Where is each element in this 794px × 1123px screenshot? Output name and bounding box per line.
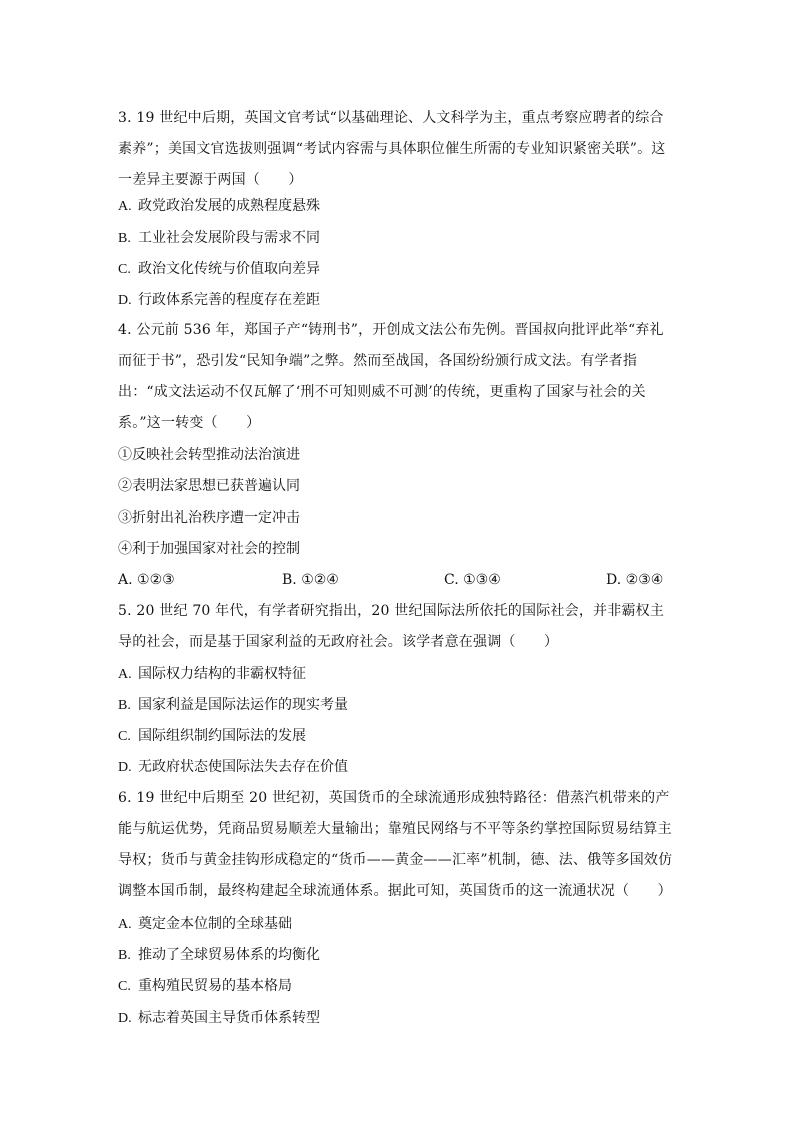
option-text: ①③④ bbox=[463, 572, 501, 588]
option-text: 国家利益是国际法运作的现实考量 bbox=[138, 697, 348, 713]
option-text: 标志着英国主导货币体系转型 bbox=[138, 1010, 320, 1026]
option-label: C. bbox=[118, 729, 131, 744]
question-3-option-d[interactable] bbox=[118, 290, 678, 311]
question-5-option-d[interactable] bbox=[118, 757, 678, 778]
option-text: ①②③ bbox=[137, 572, 175, 588]
option-label: A. bbox=[118, 667, 132, 682]
question-6-option-c[interactable] bbox=[118, 976, 678, 997]
option-label: D. bbox=[118, 760, 132, 775]
question-6-option-a[interactable] bbox=[118, 914, 678, 935]
question-3-option-a[interactable] bbox=[118, 196, 678, 217]
question-5-option-b[interactable] bbox=[118, 695, 678, 716]
option-label: B. bbox=[118, 231, 131, 246]
question-4-item-3: ③折射出礼治秩序遭一定冲击 bbox=[118, 510, 300, 526]
option-label: D. bbox=[606, 572, 622, 588]
option-label: D. bbox=[118, 1011, 132, 1026]
option-label: B. bbox=[282, 572, 297, 588]
question-4-stem: 4. 公元前 536 年，郑国子产“铸刑书”，开创成文法公布先例。晋国叔向批评此举“弃礼而征于书”，恐引发“民知争端”之弊。然而至战国，各国纷纷颁行成文法。有学者指出：“成文法运动不仅瓦解了‘刑不可知则威不可测’的传统，更重构了国家与社会的关系。”这一转变（ ） bbox=[118, 322, 664, 431]
question-5-option-c[interactable] bbox=[118, 726, 678, 747]
question-4-choice-d[interactable] bbox=[606, 570, 663, 590]
question-4-choice-a[interactable] bbox=[118, 570, 175, 590]
option-text: 政党政治发展的成熟程度悬殊 bbox=[138, 198, 320, 214]
option-label: C. bbox=[118, 979, 131, 994]
option-label: A. bbox=[118, 572, 133, 588]
option-text: 行政体系完善的程度存在差距 bbox=[138, 292, 320, 308]
option-label: A. bbox=[118, 199, 132, 214]
option-label: B. bbox=[118, 698, 131, 713]
option-text: 政治文化传统与价值取向差异 bbox=[138, 261, 320, 277]
option-label: A. bbox=[118, 917, 132, 932]
option-text: 国际组织制约国际法的发展 bbox=[138, 728, 306, 744]
question-6-option-d[interactable] bbox=[118, 1008, 678, 1029]
question-3-option-b[interactable] bbox=[118, 228, 678, 249]
question-4-item-1: ①反映社会转型推动法治演进 bbox=[118, 447, 300, 463]
question-6-option-b[interactable] bbox=[118, 945, 678, 966]
question-5-option-a[interactable] bbox=[118, 664, 678, 685]
option-text: 工业社会发展阶段与需求不同 bbox=[138, 230, 320, 246]
option-label: D. bbox=[118, 293, 132, 308]
question-4-choices bbox=[118, 570, 673, 590]
question-4-choice-b[interactable] bbox=[282, 570, 339, 590]
question-5-stem: 5. 20 世纪 70 年代，有学者研究指出，20 世纪国际法所依托的国际社会，并非霸权主导的社会，而是基于国家利益的无政府社会。该学者意在强调（ ） bbox=[118, 603, 665, 650]
option-text: 奠定金本位制的全球基础 bbox=[138, 916, 292, 932]
option-text: 重构殖民贸易的基本格局 bbox=[138, 978, 292, 994]
option-label: C. bbox=[444, 572, 459, 588]
option-text: 无政府状态使国际法失去存在价值 bbox=[138, 759, 348, 775]
question-4-item-2: ②表明法家思想已获普遍认同 bbox=[118, 478, 300, 494]
question-6-stem: 6. 19 世纪中后期至 20 世纪初，英国货币的全球流通形成独特路径：借蒸汽机带来的产能与航运优势，凭商品贸易顺差大量输出；靠殖民网络与不平等条约掌控国际贸易结算主导权；货币与黄金挂钩形成稳定的“货币——黄金——汇率”机制，德、法、俄等多国效仿调整本国币制，最终构建起全球流通体系。据此可知，英国货币的这一流通状况（ ） bbox=[118, 790, 673, 899]
question-4-item-4: ④利于加强国家对社会的控制 bbox=[118, 541, 300, 557]
option-text: 国际权力结构的非霸权特征 bbox=[138, 666, 306, 682]
question-3-option-c[interactable] bbox=[118, 259, 678, 280]
question-4-choice-c[interactable] bbox=[444, 570, 501, 590]
option-text: 推动了全球贸易体系的均衡化 bbox=[138, 947, 320, 963]
option-label: C. bbox=[118, 262, 131, 277]
question-3-stem: 3. 19 世纪中后期，英国文官考试“以基础理论、人文科学为主，重点考察应聘者的综合素养”；美国文官选拔则强调“考试内容需与具体职位催生所需的专业知识紧密关联”。这一差异主要源于两国（ ） bbox=[118, 110, 666, 188]
option-label: B. bbox=[118, 948, 131, 963]
option-text: ②③④ bbox=[625, 572, 664, 588]
option-text: ①②④ bbox=[301, 572, 339, 588]
